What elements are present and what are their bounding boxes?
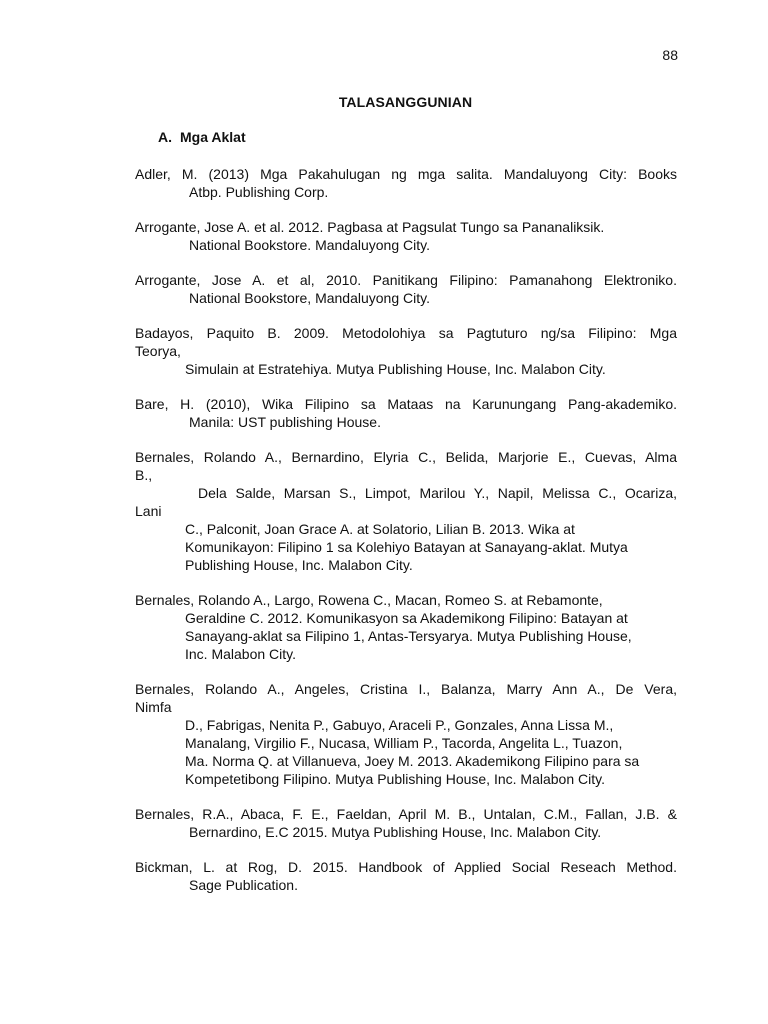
reference-continuation: Manila: UST publishing House. [189, 414, 381, 430]
reference-continuation: Atbp. Publishing Corp. [189, 184, 329, 200]
reference-continuation: Publishing House, Inc. Malabon City. [185, 557, 413, 573]
reference-continuation: Sanayang-aklat sa Filipino 1, Antas-Tersyarya. Mutya Publishing House, [185, 628, 632, 644]
reference-wrap-line: B., [135, 467, 153, 483]
reference-entry [135, 680, 677, 788]
reference-continuation: Sage Publication. [189, 877, 298, 893]
reference-entry [135, 218, 677, 254]
reference-wrap-line: Teorya, [135, 343, 181, 359]
reference-wrap-line: Lani [135, 503, 162, 519]
reference-entry [135, 271, 677, 307]
reference-continuation: Bernardino, E.C 2015. Mutya Publishing House, Inc. Malabon City. [189, 824, 602, 840]
reference-continuation: National Bookstore, Mandaluyong City. [189, 290, 430, 306]
page-title: TALASANGGUNIAN [338, 94, 473, 110]
page-number: 88 [662, 47, 678, 63]
reference-entry [135, 805, 677, 841]
reference-first-line: Bernales, Rolando A., Bernardino, Elyria C., Belida, Marjorie E., Cuevas, Alma [135, 449, 677, 465]
reference-entry [135, 858, 677, 894]
reference-entry [135, 591, 677, 663]
reference-continuation: Ma. Norma Q. at Villanueva, Joey M. 2013. Akademikong Filipino para sa [185, 753, 640, 769]
reference-first-line: Bernales, Rolando A., Largo, Rowena C., Macan, Romeo S. at Rebamonte, [135, 592, 603, 608]
reference-continuation: Komunikayon: Filipino 1 sa Kolehiyo Batayan at Sanayang-aklat. Mutya [185, 539, 628, 555]
reference-first-line: Arrogante, Jose A. et al. 2012. Pagbasa at Pagsulat Tungo sa Pananaliksik. [135, 219, 605, 235]
reference-entry [135, 165, 677, 201]
reference-first-line: Bare, H. (2010), Wika Filipino sa Mataas na Karunungang Pang-akademiko. [135, 396, 677, 412]
reference-wrap-line: Nimfa [135, 699, 172, 715]
reference-entry [135, 448, 677, 574]
section-heading [158, 129, 246, 145]
reference-first-line: Adler, M. (2013) Mga Pakahulugan ng mga salita. Mandaluyong City: Books [135, 166, 677, 182]
reference-continuation: National Bookstore. Mandaluyong City. [189, 237, 430, 253]
section-letter: A. [158, 129, 172, 145]
reference-continuation: C., Palconit, Joan Grace A. at Solatorio, Lilian B. 2013. Wika at [185, 521, 575, 537]
section-label: Mga Aklat [180, 129, 246, 145]
reference-first-line: Bernales, R.A., Abaca, F. E., Faeldan, April M. B., Untalan, C.M., Fallan, J.B. & [135, 806, 677, 822]
reference-continuation: Inc. Malabon City. [185, 646, 297, 662]
reference-continuation: Simulain at Estratehiya. Mutya Publishing House, Inc. Malabon City. [185, 361, 606, 377]
reference-first-line: Bickman, L. at Rog, D. 2015. Handbook of Applied Social Reseach Method. [135, 859, 677, 875]
reference-entry [135, 395, 677, 431]
reference-list [135, 165, 677, 911]
reference-second-line: Dela Salde, Marsan S., Limpot, Marilou Y., Napil, Melissa C., Ocariza, [198, 485, 677, 501]
reference-continuation: Manalang, Virgilio F., Nucasa, William P., Tacorda, Angelita L., Tuazon, [185, 735, 623, 751]
reference-first-line: Arrogante, Jose A. et al, 2010. Panitikang Filipino: Pamanahong Elektroniko. [135, 272, 677, 288]
reference-first-line: Bernales, Rolando A., Angeles, Cristina I., Balanza, Marry Ann A., De Vera, [135, 681, 677, 697]
reference-first-line: Badayos, Paquito B. 2009. Metodolohiya sa Pagtuturo ng/sa Filipino: Mga [135, 325, 677, 341]
reference-continuation: Kompetetibong Filipino. Mutya Publishing House, Inc. Malabon City. [185, 771, 605, 787]
reference-entry [135, 324, 677, 378]
reference-continuation: D., Fabrigas, Nenita P., Gabuyo, Araceli P., Gonzales, Anna Lissa M., [185, 717, 614, 733]
reference-continuation: Geraldine C. 2012. Komunikasyon sa Akademikong Filipino: Batayan at [185, 610, 628, 626]
